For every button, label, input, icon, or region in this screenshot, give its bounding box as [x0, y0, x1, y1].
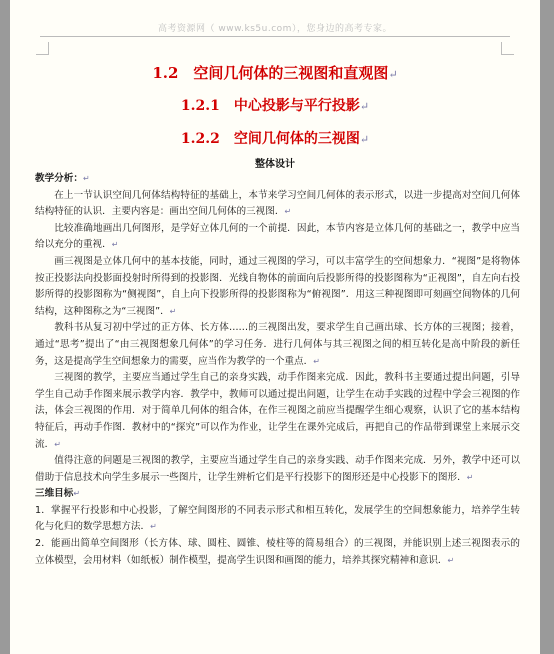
- paragraph-mark-icon: ↵: [466, 472, 474, 482]
- paragraph-text: 教科书从复习初中学过的正方体、长方体……的三视图出发，要求学生自己画出球、长方体的三视图；接着，通过“思考”提出了“由三视图想象几何体”的学习任务．进行几何体与其三视图之间的相互转化是高中阶段的新任务，这是提高学生空间想象力的需要，应当作为教学的一个重点．: [35, 322, 520, 367]
- section-title-text: 1.2 空间几何体的三视图和直观图: [152, 64, 389, 82]
- paragraph-mark-icon: ↵: [169, 306, 177, 316]
- colon: ：: [73, 173, 83, 184]
- margin-corner-mark: [501, 42, 514, 55]
- paragraph-mark-icon: ↵: [388, 68, 398, 81]
- goal-text: 1．掌握平行投影和中心投影，了解空间图形的不同表示形式和相互转化，发展学生的空间想象能力，培养学生转化与化归的数学思想方法．: [35, 504, 520, 533]
- paragraph-mark-icon: ↵: [111, 240, 119, 250]
- paragraph-mark-icon: ↵: [73, 489, 81, 499]
- paragraph: [35, 254, 520, 320]
- goal-item: [35, 503, 520, 536]
- subsection-title: [10, 95, 540, 115]
- paragraph-mark-icon: ↵: [447, 555, 455, 565]
- margin-corner-mark: [36, 42, 49, 55]
- paragraph: [35, 320, 520, 370]
- paragraph-mark-icon: ↵: [359, 100, 370, 113]
- paragraph: [35, 221, 520, 254]
- section-title: [10, 62, 540, 83]
- goal-item: [35, 536, 520, 569]
- paragraph-text: 值得注意的问题是三视图的教学，主要应当通过学生自己的亲身实践、动手作图来完成．另外，教学中还可以借助于信息技术向学生多展示一些图片，让学生辨析它们是平行投影下的图形还是中心投影下的图形．: [35, 455, 520, 483]
- document-body: [35, 171, 520, 569]
- paragraph: [35, 453, 520, 486]
- paragraph-text: 在上一节认识空间几何体结构特征的基础上，本节来学习空间几何体的表示形式，以进一步提高对空间几何体结构特征的认识．主要内容是：画出空间几何体的三视图．: [35, 189, 520, 218]
- paragraph-mark-icon: ↵: [150, 522, 157, 532]
- heading-line: [35, 171, 520, 188]
- heading-line: [35, 486, 520, 503]
- subsection-title: [10, 128, 540, 148]
- paragraph: [35, 188, 520, 221]
- three-dimensional-goals-heading: 三维目标: [35, 488, 74, 500]
- paragraph-mark-icon: ↵: [284, 207, 292, 217]
- paragraph-mark-icon: ↵: [82, 174, 90, 183]
- paragraph-text: 三视图的教学，主要应当通过学生自己的亲身实践，动手作图来完成．因此，教科书主要通过提出问题，引导学生自己动手作图来展示教学内容．教学中，教师可以通过提出问题，让学生在动手实践的过程中学会三视图的作法，体会三视图的作用．对于简单几何体的组合体，在作三视图之前应当提醒学生细心观察，认识了它的基本结构特征后，再动手作图．教材中的“探究”可以作为作业，让学生在课外完成后，再把自己的作品带到课堂上来展示交流．: [35, 372, 520, 450]
- paragraph-text: 比较准确地画出几何图形，是学好立体几何的一个前提．因此，本节内容是立体几何的基础之一，教学中应当给以充分的重视．: [35, 222, 520, 251]
- subsection-title-text: 1.2.2 空间几何体的三视图: [180, 131, 360, 147]
- subsection-title-text: 1.2.1 中心投影与平行投影: [180, 98, 360, 114]
- paragraph: [35, 370, 520, 453]
- goal-text: 2．能画出简单空间图形（长方体、球、圆柱、圆锥、棱柱等的简易组合）的三视图，并能识别上述三视图表示的立体模型，会用材料（如纸板）制作模型，提高学生识图和画图的能力，培养其探究精神和意识．: [35, 538, 520, 566]
- paragraph-text: 画三视图是立体几何中的基本技能，同时，通过三视图的学习，可以丰富学生的空间想象力．“视图”是将物体按正投影法向投影面投射时所得到的投影图．光线自物体的前面向后投影所得的投影图称为“正视图”，自左向右投影所得的投影图称为“侧视图”，自上向下投影所得的投影图称为“俯视图”．用这三种视图即可刻画空间物体的几何结构，这种图称之为“三视图”．: [35, 255, 520, 317]
- paragraph-mark-icon: ↵: [359, 133, 370, 146]
- paragraph-mark-icon: ↵: [54, 439, 61, 449]
- document-page: [10, 0, 540, 654]
- header-divider: [40, 36, 510, 37]
- overall-design-heading: 整体设计: [255, 159, 295, 170]
- page-header: 高考资源网（ www.ks5u.com），您身边的高考专家。: [158, 24, 392, 34]
- teaching-analysis-heading: 教学分析: [35, 173, 74, 184]
- paragraph-mark-icon: ↵: [313, 356, 320, 366]
